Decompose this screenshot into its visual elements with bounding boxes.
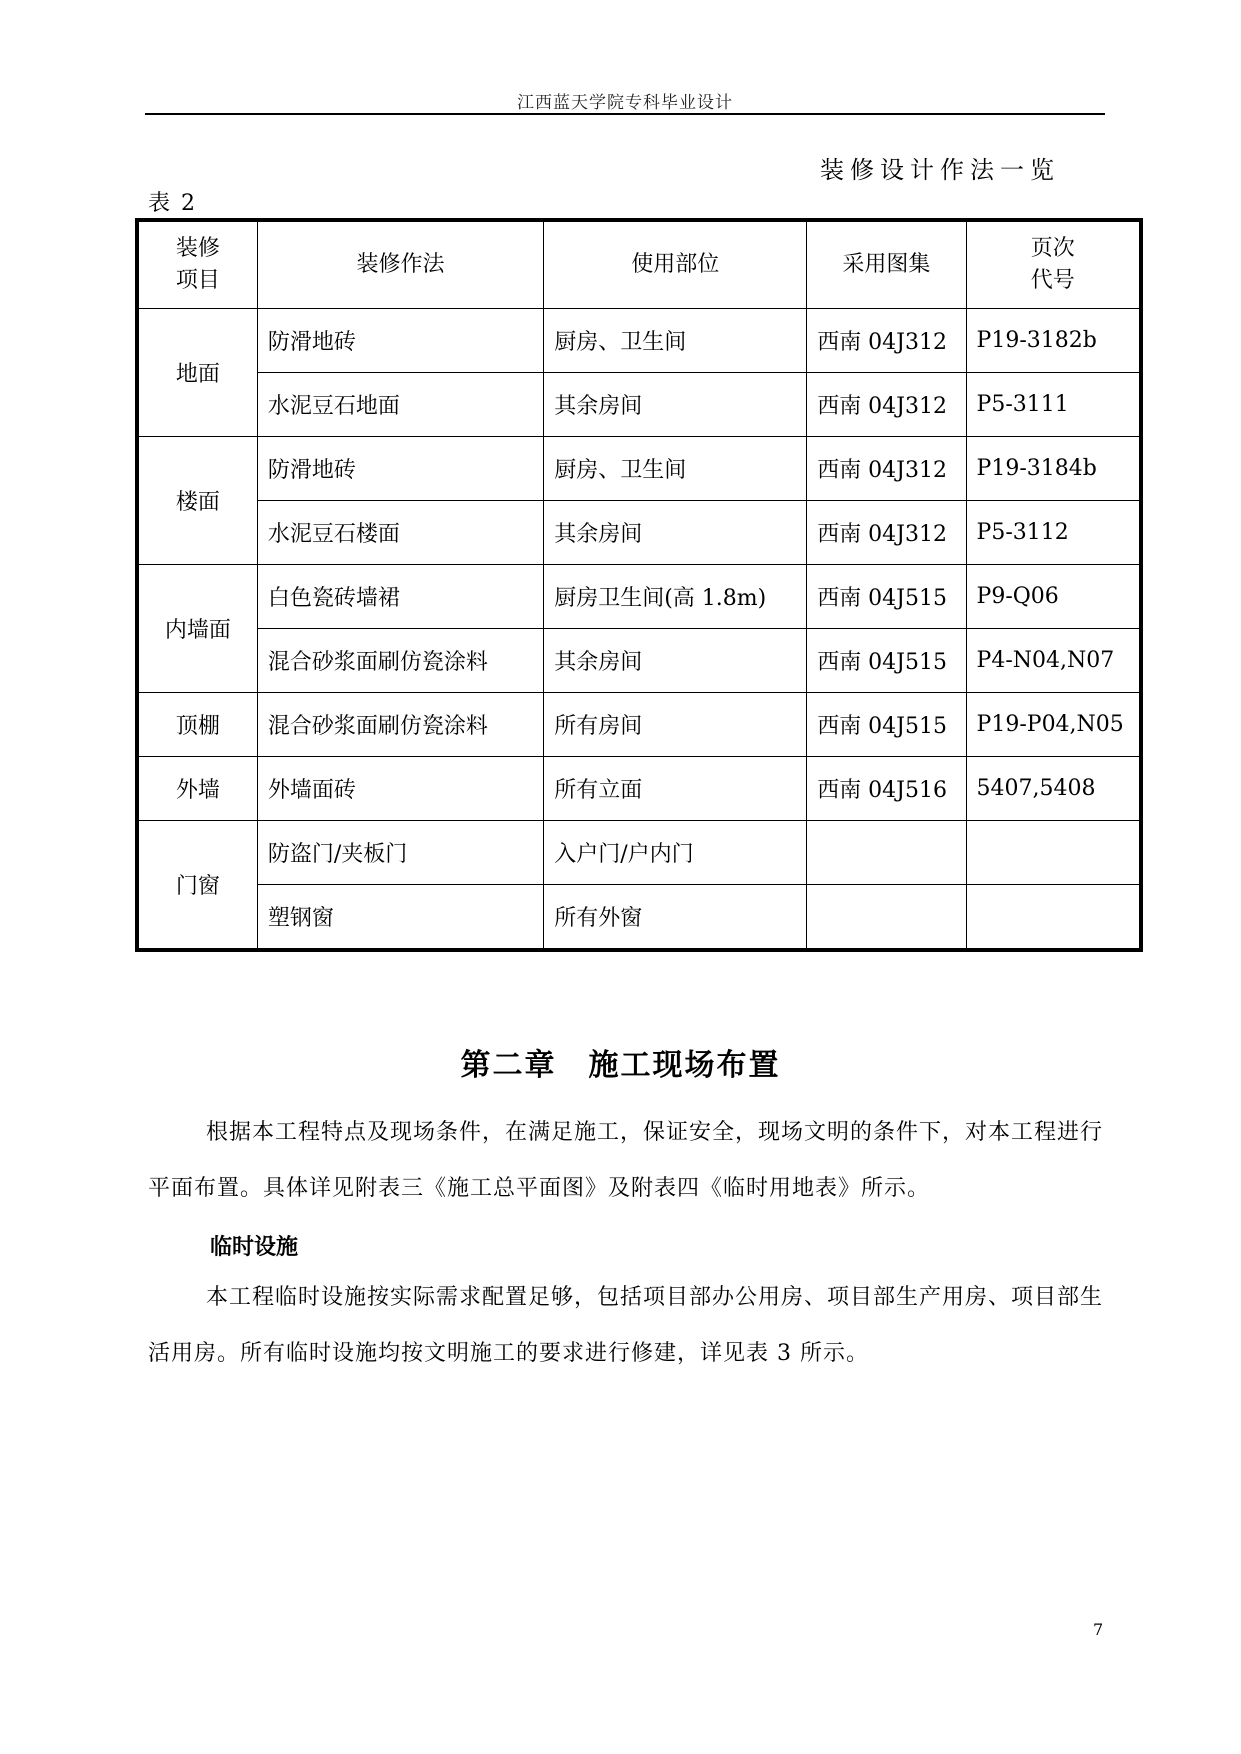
page-cell: P4-N04,N07 [966,629,1141,693]
table-label: 表 2 [148,191,197,216]
table-row [137,437,1141,501]
table-row [137,885,1141,951]
header-location: 使用部位 [544,220,807,309]
header-category: 装修 项目 [137,220,257,309]
table-row [137,309,1141,373]
page-cell: P19-3184b [966,437,1141,501]
page-cell: P5-3111 [966,373,1141,437]
page-cell: P19-3182b [966,309,1141,373]
method-cell: 水泥豆石楼面 [257,501,543,565]
atlas-cell: 西南 04J312 [807,437,966,501]
method-cell: 水泥豆石地面 [257,373,543,437]
atlas-cell: 西南 04J312 [807,309,966,373]
category-cell: 楼面 [137,437,257,565]
page-cell: P19-P04,N05 [966,693,1141,757]
method-cell: 混合砂浆面刷仿瓷涂料 [257,629,543,693]
page-cell [966,885,1141,951]
table-row [137,373,1141,437]
method-cell: 防滑地砖 [257,437,543,501]
page-cell: P5-3112 [966,501,1141,565]
page-number: 7 [1093,1620,1104,1639]
page-cell: 5407,5408 [966,757,1141,821]
section-subheading: 临时设施 [210,1235,299,1260]
location-cell: 厨房、卫生间 [544,437,807,501]
chapter-title: 第二章 施工现场布置 [460,1048,781,1083]
atlas-cell: 西南 04J312 [807,501,966,565]
table-row [137,629,1141,693]
table-row [137,693,1141,757]
location-cell: 所有立面 [544,757,807,821]
header-method: 装修作法 [257,220,543,309]
body-paragraph: 根据本工程特点及现场条件，在满足施工，保证安全，现场文明的条件下，对本工程进行平面布置。具体详见附表三《施工总平面图》及附表四《临时用地表》所示。 [148,1120,1104,1201]
location-cell: 其余房间 [544,501,807,565]
category-cell: 门窗 [137,821,257,951]
atlas-cell: 西南 04J312 [807,373,966,437]
location-cell: 厨房卫生间(高 1.8m) [544,565,807,629]
location-cell: 其余房间 [544,373,807,437]
atlas-cell: 西南 04J515 [807,629,966,693]
method-cell: 外墙面砖 [257,757,543,821]
category-cell: 顶棚 [137,693,257,757]
body-paragraph: 本工程临时设施按实际需求配置足够，包括项目部办公用房、项目部生产用房、项目部生活用房。所有临时设施均按文明施工的要求进行修建，详见表 3 所示。 [148,1285,1104,1366]
category-cell: 地面 [137,309,257,437]
location-cell: 厨房、卫生间 [544,309,807,373]
header-rule [145,113,1105,115]
atlas-cell: 西南 04J516 [807,757,966,821]
table-row [137,501,1141,565]
header-atlas: 采用图集 [807,220,966,309]
table-row [137,821,1141,885]
method-cell: 塑钢窗 [257,885,543,951]
location-cell: 所有外窗 [544,885,807,951]
page-header: 江西蓝天学院专科毕业设计 [517,93,733,113]
method-cell: 白色瓷砖墙裙 [257,565,543,629]
table-caption: 装修设计作法一览 [820,156,1060,184]
category-cell: 外墙 [137,757,257,821]
method-cell: 混合砂浆面刷仿瓷涂料 [257,693,543,757]
table-row [137,565,1141,629]
table-row [137,757,1141,821]
page-cell: P9-Q06 [966,565,1141,629]
method-cell: 防滑地砖 [257,309,543,373]
location-cell: 入户门/户内门 [544,821,807,885]
atlas-cell: 西南 04J515 [807,565,966,629]
header-page: 页次 代号 [966,220,1141,309]
page-cell [966,821,1141,885]
table-header-row [137,220,1141,309]
atlas-cell [807,885,966,951]
decoration-table [135,218,1143,952]
location-cell: 所有房间 [544,693,807,757]
category-cell: 内墙面 [137,565,257,693]
atlas-cell: 西南 04J515 [807,693,966,757]
method-cell: 防盗门/夹板门 [257,821,543,885]
location-cell: 其余房间 [544,629,807,693]
atlas-cell [807,821,966,885]
